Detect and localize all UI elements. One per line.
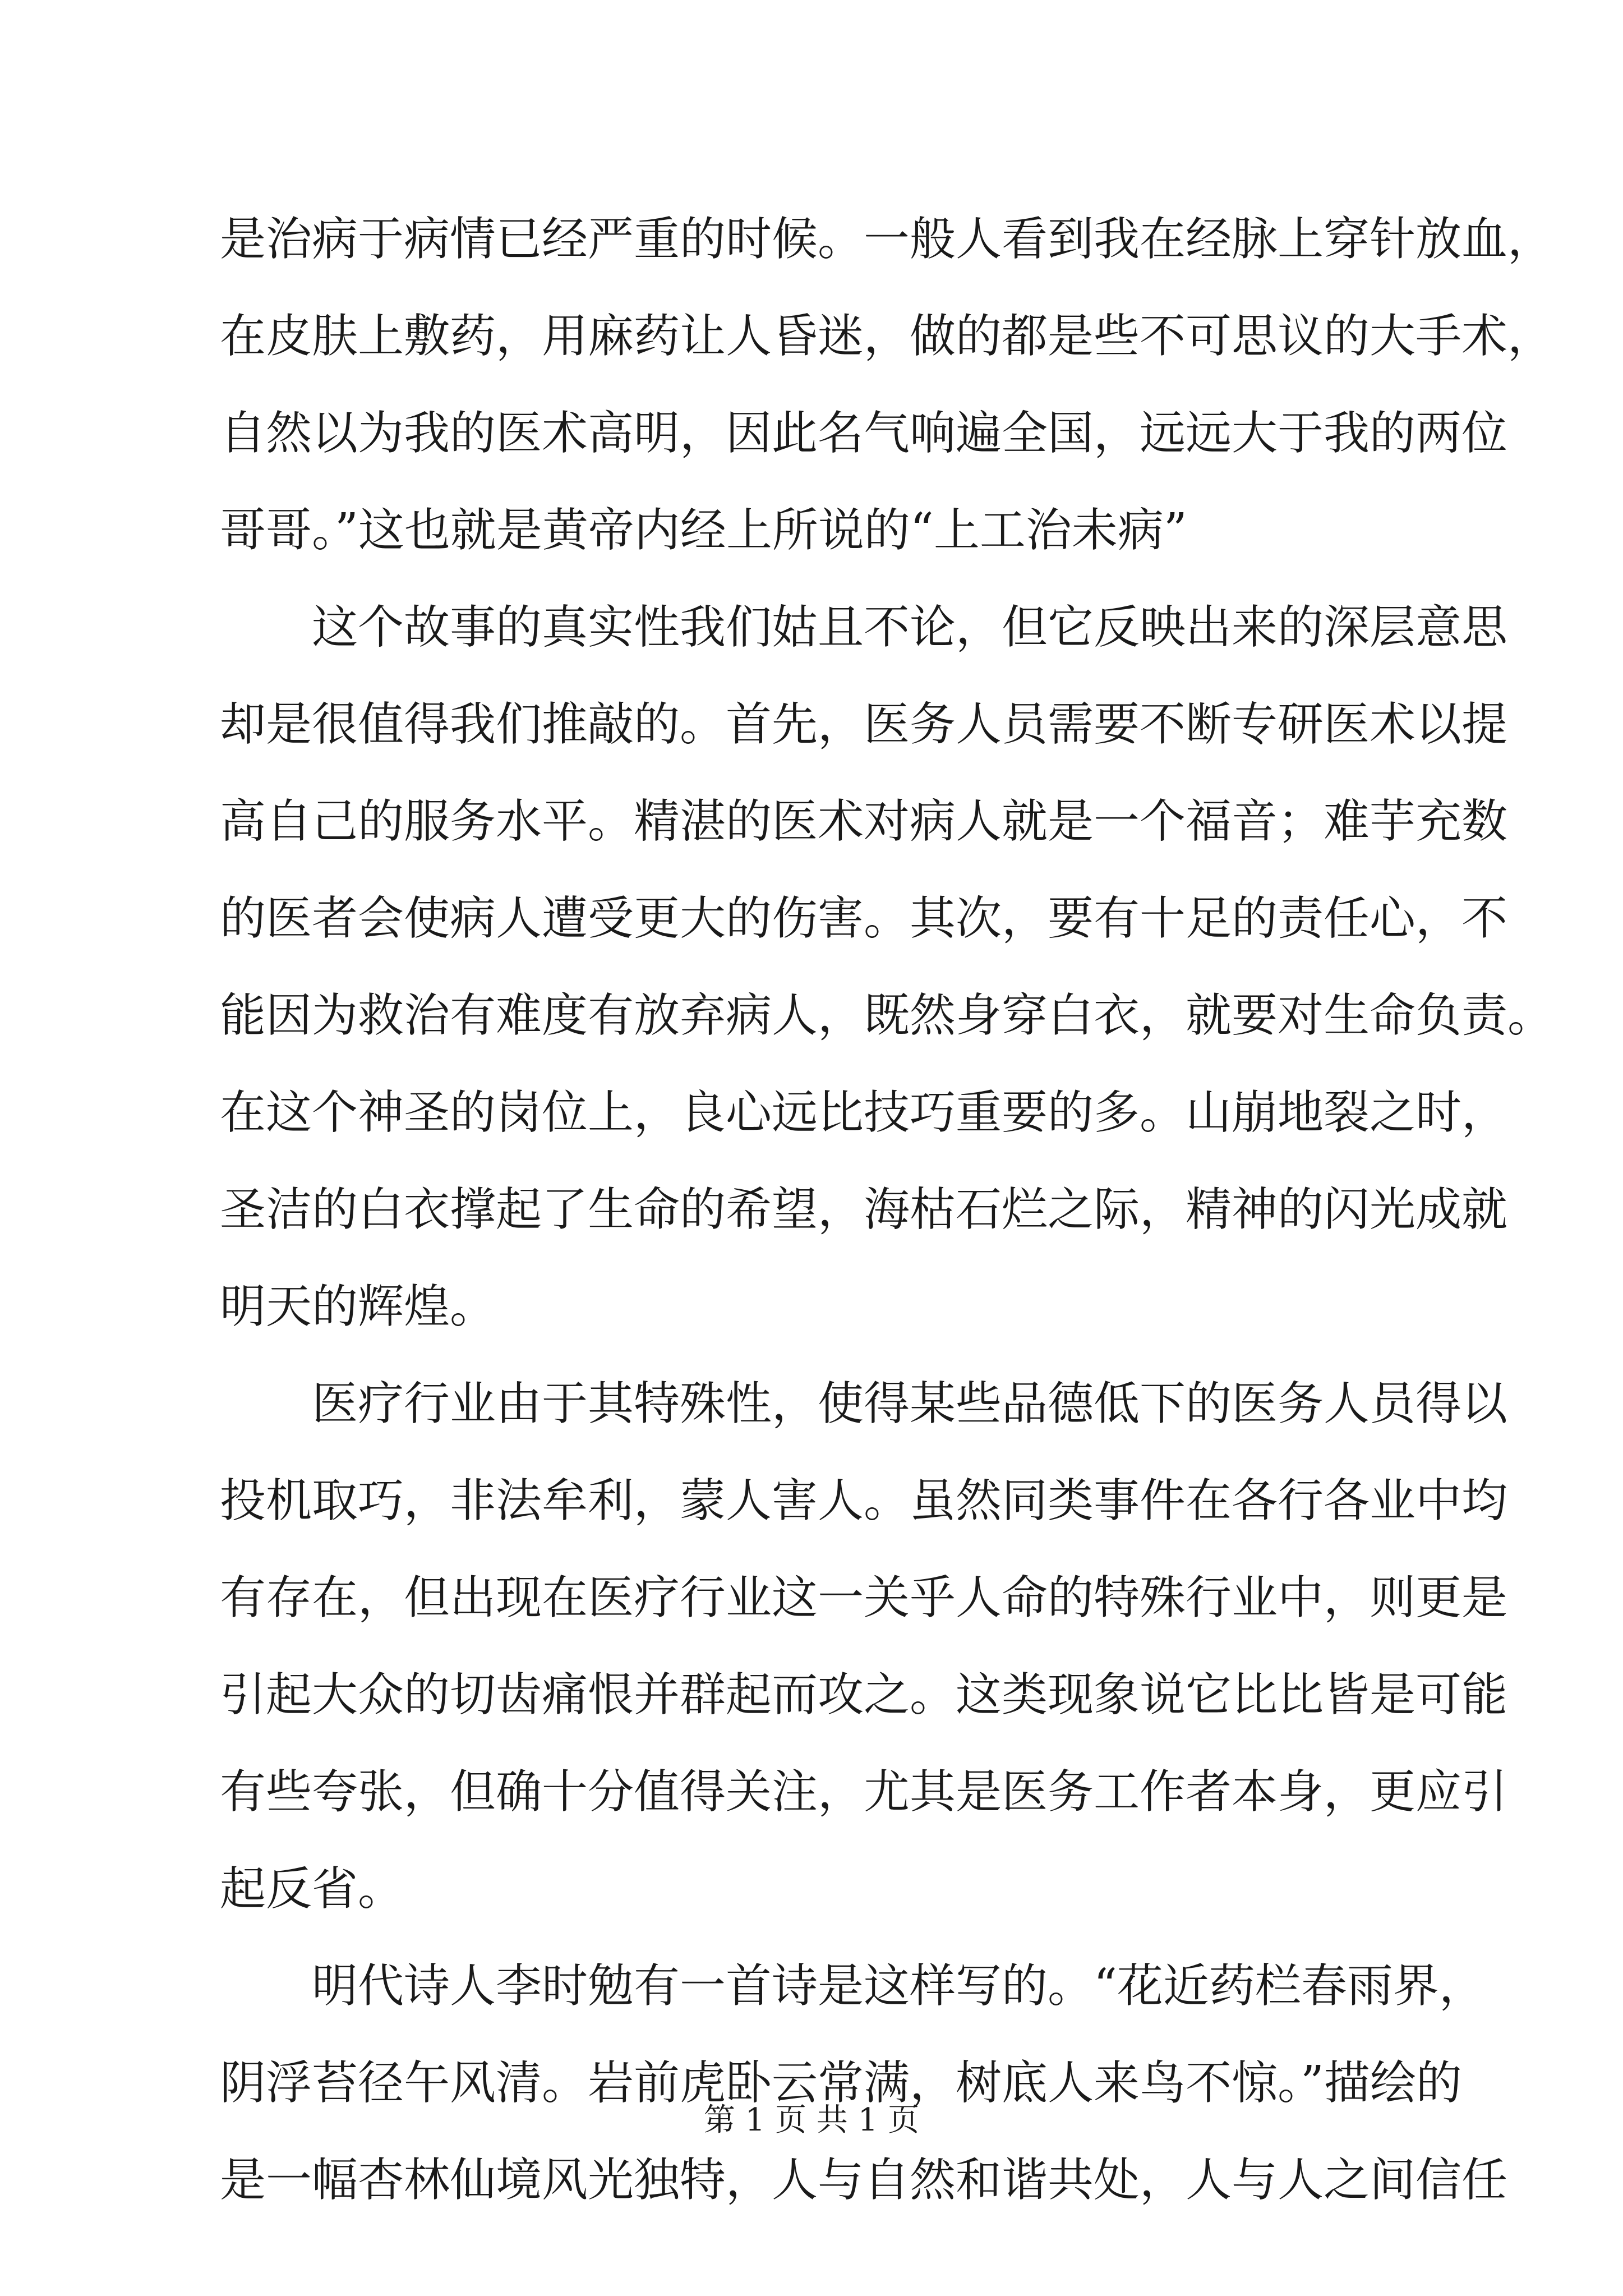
text-line: 这个故事的真实性我们姑且不论，但它反映出来的深层意思: [312, 601, 1508, 654]
text-line: 有存在，但出现在医疗行业这一关乎人命的特殊行业中，则更是: [220, 1571, 1508, 1625]
text-line: 圣洁的白衣撑起了生命的希望，海枯石烂之际，精神的闪光成就: [220, 1183, 1508, 1236]
text-line: 哥哥。”这也就是黄帝内经上所说的“上工治未病”: [220, 504, 1187, 557]
text-line: 明代诗人李时勉有一首诗是这样写的。“花近药栏春雨界，: [312, 1959, 1485, 2013]
text-line: 有些夸张，但确十分值得关注，尤其是医务工作者本身，更应引: [220, 1765, 1508, 1819]
text-line: 在这个神圣的岗位上，良心远比技巧重要的多。山崩地裂之时，: [220, 1086, 1508, 1139]
text-line: 却是很值得我们推敲的。首先，医务人员需要不断专研医术以提: [220, 698, 1508, 751]
text-line: 明天的辉煌。: [220, 1280, 496, 1333]
text-line: 自然以为我的医术高明，因此名气响遍全国，远远大于我的两位: [220, 407, 1508, 460]
paragraph: [220, 191, 1554, 579]
text-line: 是治病于病情已经严重的时候。一般人看到我在经脉上穿针放血，: [220, 213, 1554, 266]
paragraph: [220, 1355, 1508, 1938]
text-line: 起反省。: [220, 1862, 404, 1916]
text-line: 的医者会使病人遭受更大的伤害。其次，要有十足的责任心，不: [220, 892, 1508, 945]
text-line: 引起大众的切齿痛恨并群起而攻之。这类现象说它比比皆是可能: [220, 1668, 1508, 1722]
paragraph: [220, 579, 1554, 1355]
text-line: 阴浮苔径午风清。岩前虎卧云常满，树底人来鸟不惊。”描绘的: [220, 2056, 1462, 2110]
text-line: 投机取巧，非法牟利，蒙人害人。虽然同类事件在各行各业中均: [220, 1474, 1508, 1527]
text-line: 医疗行业由于其特殊性，使得某些品德低下的医务人员得以: [312, 1377, 1508, 1430]
text-line: 是一幅杏林仙境风光独特，人与自然和谐共处，人与人之间信任: [220, 2154, 1508, 2207]
text-line: 能因为救治有难度有放弃病人，既然身穿白衣，就要对生命负责。: [220, 989, 1554, 1042]
text-line: 在皮肤上敷药，用麻药让人昏迷，做的都是些不可思议的大手术，: [220, 310, 1554, 363]
paragraph: [220, 1938, 1508, 2229]
text-line: 高自己的服务水平。精湛的医术对病人就是一个福音；难芋充数: [220, 795, 1508, 848]
page-footer: 第 1 页 共 1 页: [703, 2102, 920, 2138]
document-body: [220, 191, 1554, 2229]
